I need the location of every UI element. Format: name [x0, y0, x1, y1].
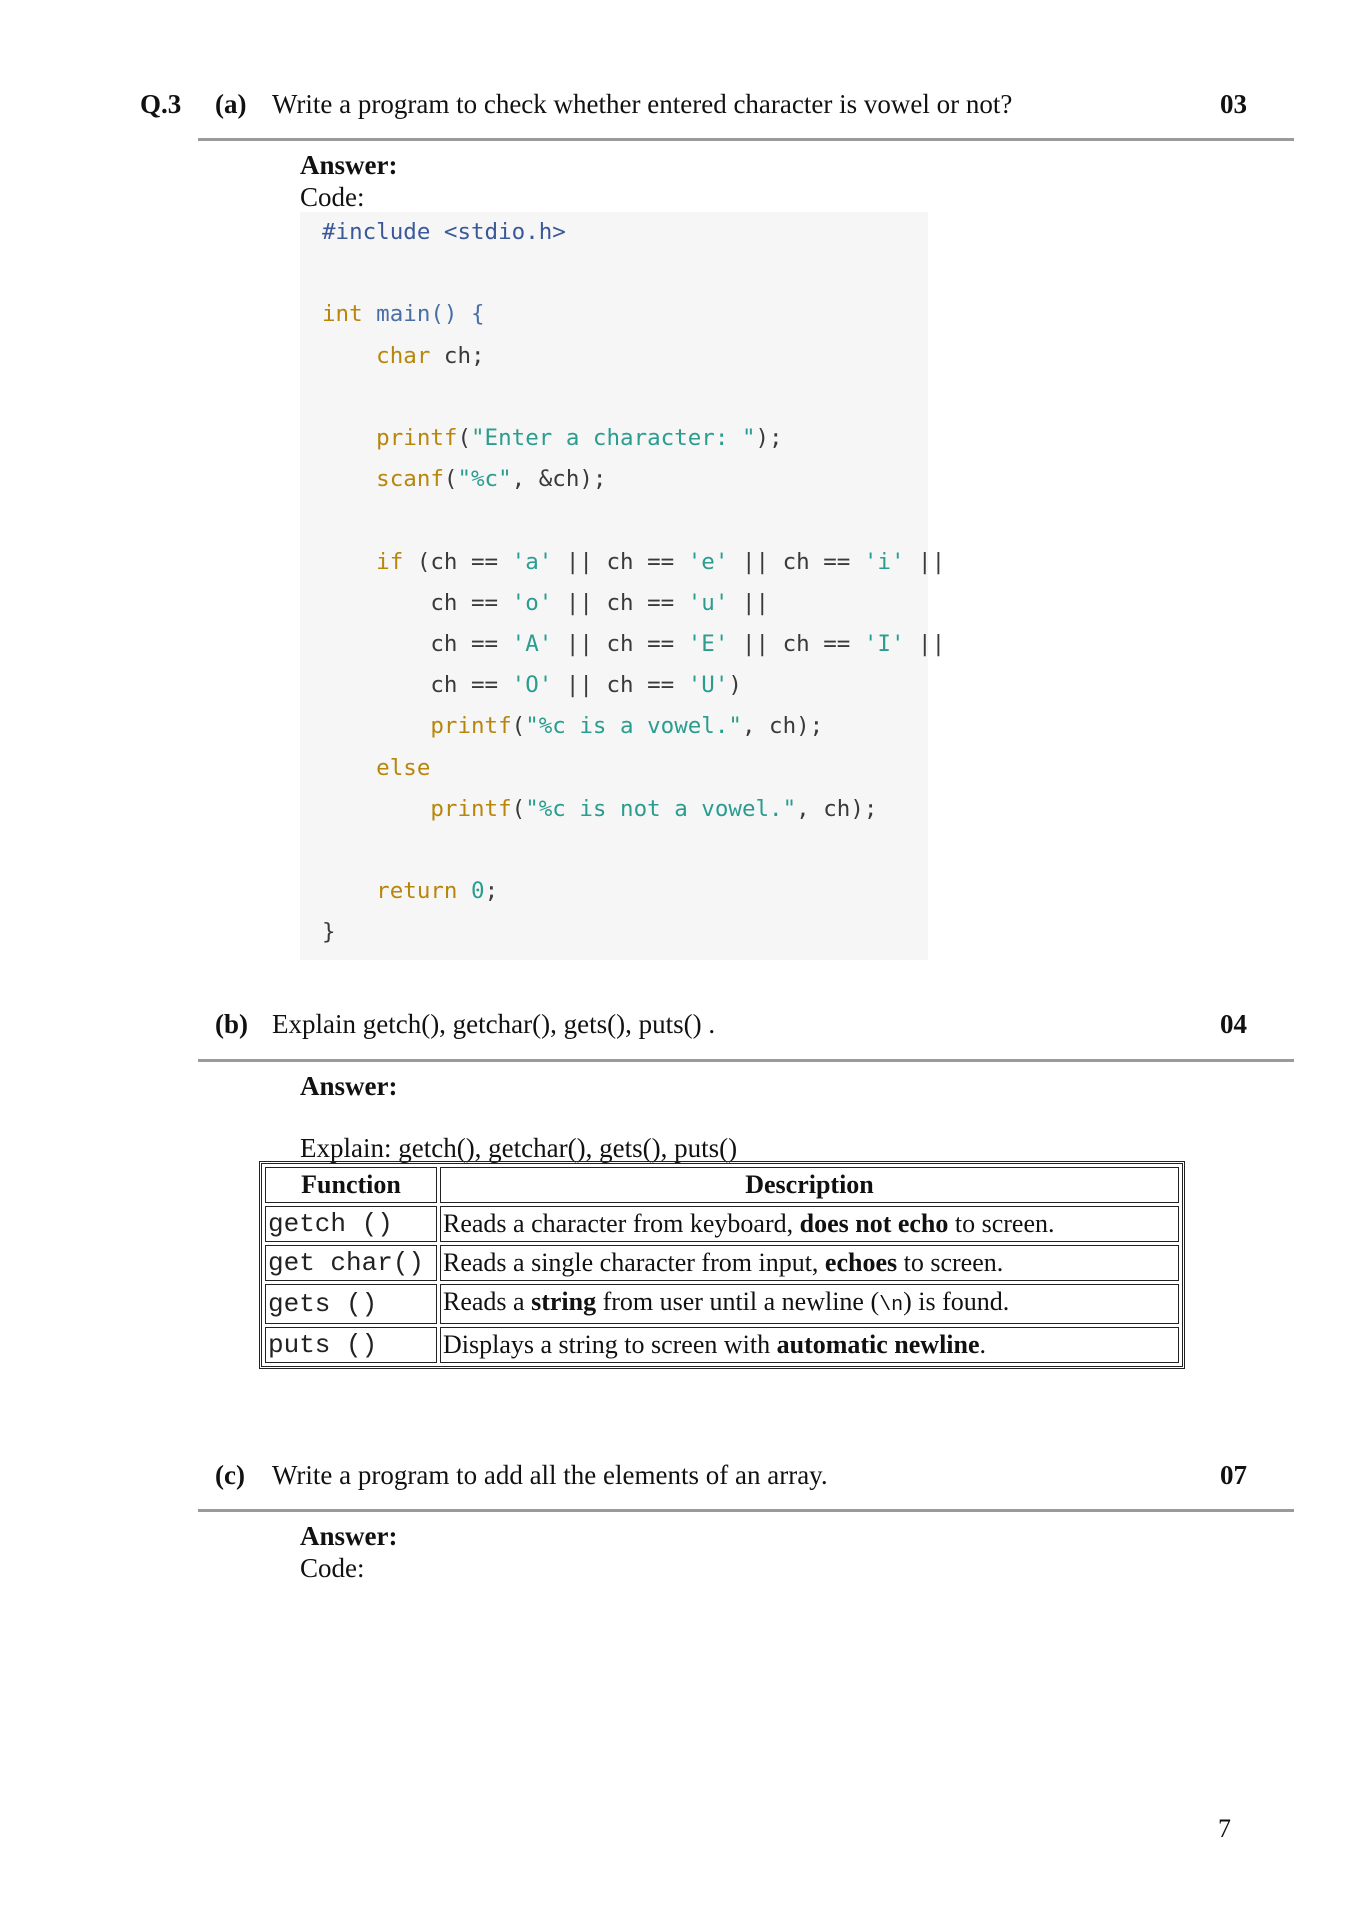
table-header-row — [265, 1167, 1179, 1203]
explain-line: Explain: getch(), getchar(), gets(), puts() — [300, 1133, 738, 1163]
description-cell: Reads a single character from input, echoes to screen. — [440, 1245, 1179, 1281]
marks-c: 07 — [1220, 1460, 1247, 1490]
header-description: Description — [440, 1167, 1179, 1203]
divider-b — [198, 1059, 1294, 1062]
question-b-text: Explain getch(), getchar(), gets(), puts() . — [272, 1009, 716, 1039]
function-cell: getch () — [265, 1206, 437, 1242]
question-c-row — [0, 1455, 1358, 1495]
code-text: #include <stdio.h> int main() { char ch; printf("Enter a character: "); scanf("%c", &ch); if (ch == 'a' || ch == 'e' || ch == 'i' || ch == 'o' || ch == 'u' || ch == 'A' || ch == 'E' || ch == 'I' || ch == 'O' || ch == 'U') printf("%c is a vowel.", ch); else printf("%c is not a vowel.", ch); return 0; } — [322, 219, 946, 946]
code-label-a: Code: — [300, 182, 365, 212]
functions-table — [259, 1161, 1185, 1369]
answer-label-b: Answer: — [300, 1071, 398, 1101]
description-cell: Reads a character from keyboard, does not echo to screen. — [440, 1206, 1179, 1242]
question-b-row — [0, 1004, 1358, 1044]
description-cell: Displays a string to screen with automatic newline. — [440, 1327, 1179, 1363]
question-a-row — [0, 84, 1358, 124]
header-function: Function — [265, 1167, 437, 1203]
function-cell: gets () — [265, 1284, 437, 1324]
part-label-b: (b) — [215, 1009, 248, 1039]
question-c-text: Write a program to add all the elements of an array. — [272, 1460, 828, 1490]
marks-b: 04 — [1220, 1009, 1247, 1039]
question-a-text: Write a program to check whether entered character is vowel or not? — [272, 89, 1013, 119]
code-block — [300, 212, 946, 960]
divider-c — [198, 1509, 1294, 1512]
divider-a — [198, 138, 1294, 141]
function-cell: get char() — [265, 1245, 437, 1281]
part-label-c: (c) — [215, 1460, 245, 1490]
answer-label-c: Answer: — [300, 1521, 398, 1551]
part-label-a: (a) — [215, 89, 247, 119]
table-row — [265, 1327, 1179, 1363]
marks-a: 03 — [1220, 89, 1247, 119]
function-cell: puts () — [265, 1327, 437, 1363]
table-row — [265, 1245, 1179, 1281]
page-number: 7 — [1218, 1814, 1231, 1843]
code-label-c: Code: — [300, 1553, 365, 1583]
table-row — [265, 1284, 1179, 1324]
table-row — [265, 1206, 1179, 1242]
description-cell: Reads a string from user until a newline (\n) is found. — [440, 1284, 1179, 1324]
answer-label-a: Answer: — [300, 150, 398, 180]
question-number: Q.3 — [140, 89, 182, 119]
